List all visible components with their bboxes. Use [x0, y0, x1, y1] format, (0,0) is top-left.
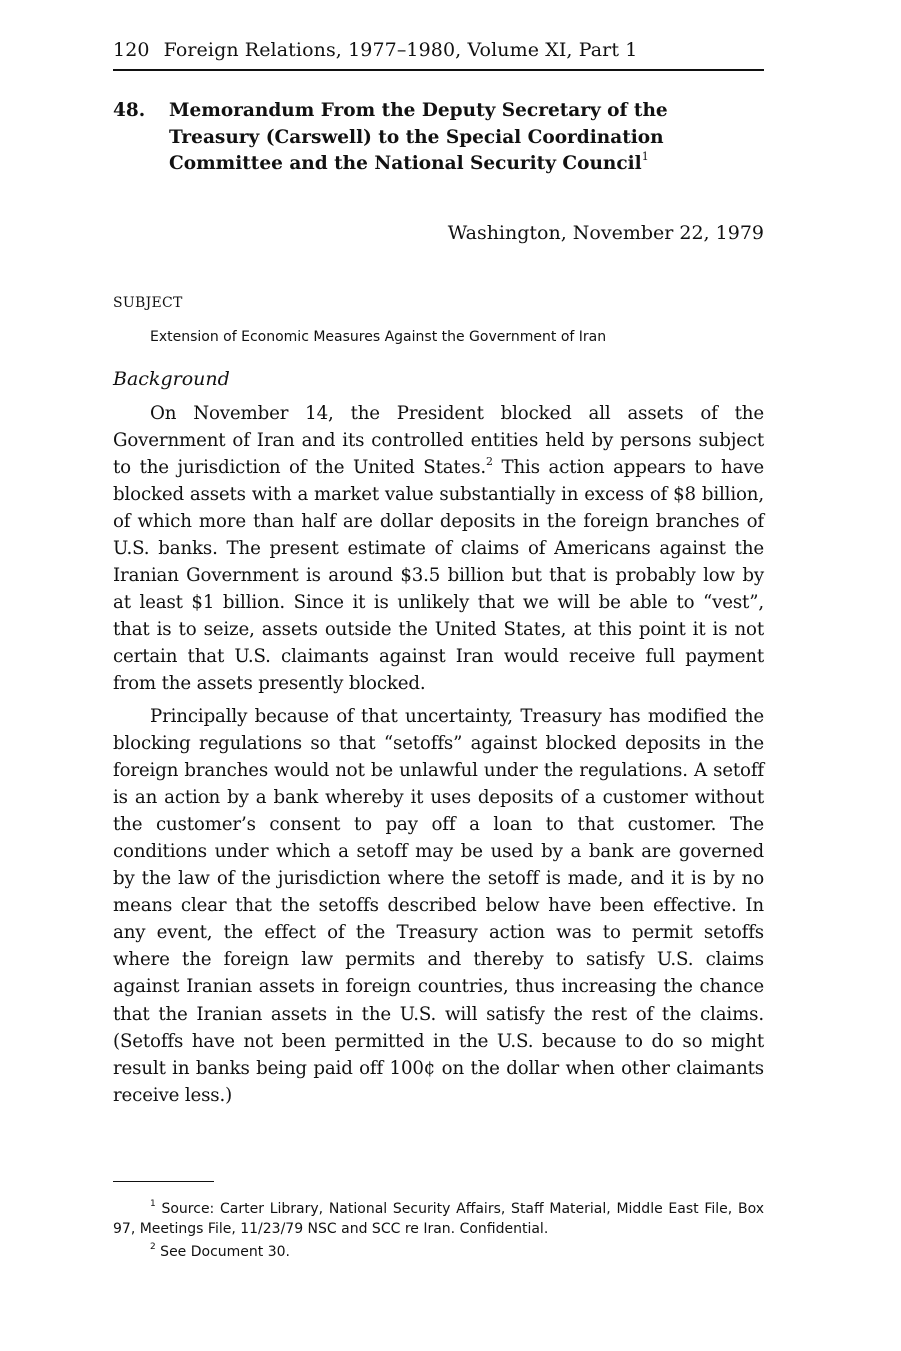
subject-label: SUBJECT	[113, 294, 183, 311]
paragraph-1-text-a: On November 14, the President blocked all assets of the Government of Iran and its controlled entities held by persons subject to the jurisdiction of the United States.	[113, 402, 764, 478]
footnote-ref-2[interactable]: 2	[486, 454, 493, 468]
footnote-1	[113, 1199, 764, 1239]
document-number: 48.	[113, 100, 146, 121]
footnote-2	[113, 1242, 764, 1262]
running-head	[113, 36, 764, 64]
footnote-rule	[113, 1181, 214, 1182]
dateline: Washington, November 22, 1979	[447, 221, 764, 244]
document-page	[113, 36, 764, 1262]
footnote-1-marker: 1	[150, 1199, 156, 1210]
footnote-1-text: Source: Carter Library, National Security Affairs, Staff Material, Middle East File, Box 97, Meetings File, 11/23/79 NSC and SCC re Iran. Confidential.	[113, 1200, 764, 1237]
footnote-ref-1[interactable]: 1	[641, 149, 649, 163]
document-heading	[113, 98, 764, 178]
footnote-2-text: See Document 30.	[155, 1243, 290, 1260]
body-paragraph-2: Principally because of that uncertainty, Treasury has modified the blocking regulations so that “setoffs” against blocked deposits in the foreign branches would not be unlawful under the regulations. A setoff is an action by a bank whereby it uses deposits of a customer without the customer’s consent to pay off a loan to that customer. The conditions under which a setoff may be used by a bank are governed by the law of the jurisdiction where the setoff is made, and it is by no means clear that the setoffs described below have been effective. In any event, the effect of the Treasury action was to permit setoffs where the foreign law permits and thereby to satisfy U.S. claims against Iranian assets in foreign countries, thus increasing the chance that the Iranian assets in the U.S. will satisfy the rest of the claims. (Setoffs have not been permitted in the U.S. because to do so might result in banks being paid off 100¢ on the dollar when other claimants receive less.)	[113, 705, 764, 1106]
subject-text: Extension of Economic Measures Against the Government of Iran	[150, 328, 607, 345]
page-number: 120	[113, 39, 150, 61]
document-title-block	[169, 98, 764, 178]
series-title: Foreign Relations, 1977–1980, Volume XI, Part 1	[163, 39, 638, 61]
document-title: Memorandum From the Deputy Secretary of the Treasury (Carswell) to the Special Coordination Committee and the National Security Council	[169, 100, 668, 174]
paragraph-1-text-b: This action appears to have blocked assets with a market value substantially in excess of $8 billion, of which more than half are dollar deposits in the foreign branches of U.S. banks. The present estimate of claims of Americans against the Iranian Government is around $3.5 billion but that is probably low by at least $1 billion. Since it is unlikely that we will be able to “vest”, that is to seize, assets outside the United States, at this point it is not certain that U.S. claimants against Iran would receive full payment from the assets presently blocked.	[113, 456, 764, 695]
body-paragraph-1	[113, 400, 764, 698]
section-heading: Background	[113, 367, 230, 390]
header-rule	[113, 69, 764, 71]
footnote-2-marker: 2	[150, 1242, 156, 1253]
